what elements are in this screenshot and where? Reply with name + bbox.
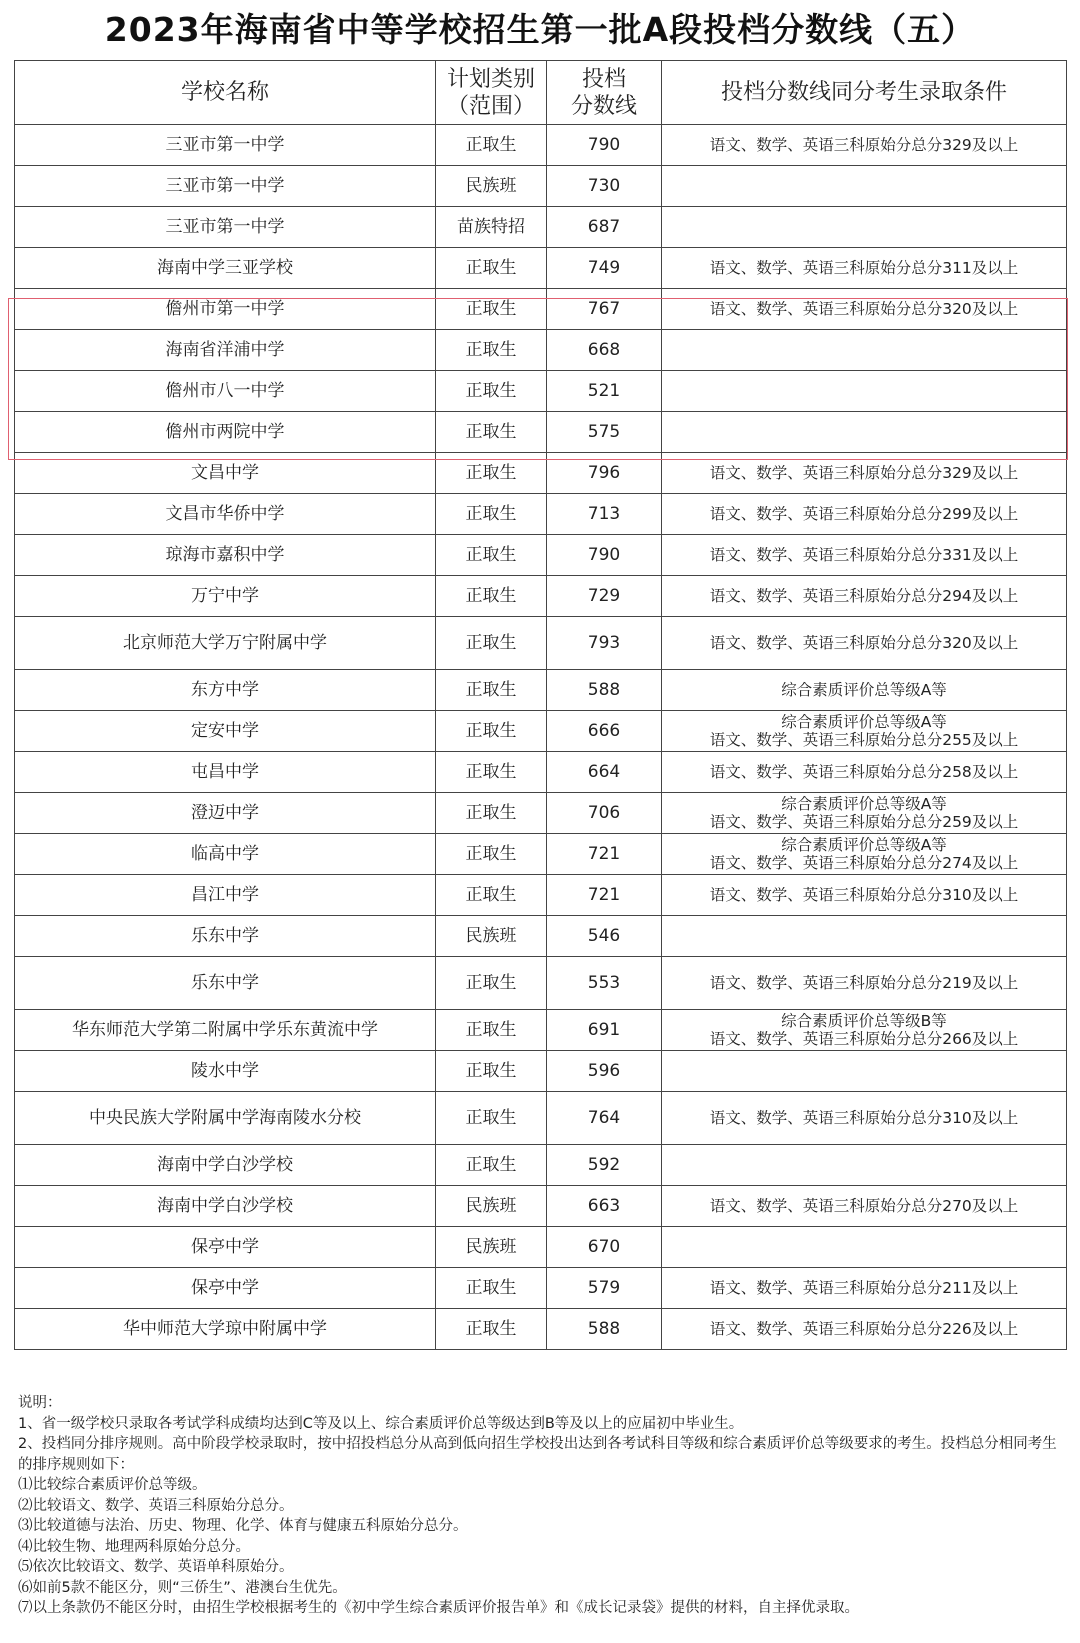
plan-category-cell: 正取生 xyxy=(436,371,547,412)
condition-line: 语文、数学、英语三科原始分总分211及以上 xyxy=(709,1279,1019,1297)
condition-line: 语文、数学、英语三科原始分总分255及以上 xyxy=(709,731,1019,749)
score-cell: 721 xyxy=(547,834,662,875)
score-cell: 588 xyxy=(547,1309,662,1350)
condition-cell xyxy=(662,834,1067,875)
plan-category-cell: 正取生 xyxy=(436,412,547,453)
table-row xyxy=(15,166,1067,207)
school-name-cell: 三亚市第一中学 xyxy=(15,207,436,248)
header-school: 学校名称 xyxy=(15,61,436,125)
note-line: ⑴比较综合素质评价总等级。 xyxy=(18,1477,207,1493)
condition-line: 语文、数学、英语三科原始分总分266及以上 xyxy=(709,1030,1019,1048)
condition-cell xyxy=(662,670,1067,711)
condition-cell xyxy=(662,125,1067,166)
header-plan-line2: （范围） xyxy=(446,93,535,119)
condition-cell xyxy=(662,330,1067,371)
plan-category-cell: 民族班 xyxy=(436,1186,547,1227)
condition-cell xyxy=(662,617,1067,670)
condition-cell xyxy=(662,875,1067,916)
condition-cell xyxy=(662,289,1067,330)
school-name-cell: 陵水中学 xyxy=(15,1051,436,1092)
table-row xyxy=(15,1010,1067,1051)
table-row xyxy=(15,1268,1067,1309)
table-row xyxy=(15,289,1067,330)
plan-category-cell: 正取生 xyxy=(436,1051,547,1092)
condition-line: 语文、数学、英语三科原始分总分310及以上 xyxy=(709,886,1019,904)
score-cell: 749 xyxy=(547,248,662,289)
table-row xyxy=(15,494,1067,535)
school-name-cell: 海南中学白沙学校 xyxy=(15,1186,436,1227)
plan-category-cell: 正取生 xyxy=(436,1092,547,1145)
plan-category-cell: 正取生 xyxy=(436,1268,547,1309)
note-line: 1、省一级学校只录取各考试学科成绩均达到C等及以上、综合素质评价总等级达到B等及以上的应届初中毕业生。 xyxy=(18,1415,744,1432)
plan-category-cell: 正取生 xyxy=(436,494,547,535)
condition-cell xyxy=(662,752,1067,793)
condition-cell xyxy=(662,1227,1067,1268)
notes-heading: 说明： xyxy=(18,1395,62,1411)
table-row xyxy=(15,670,1067,711)
table-header-row xyxy=(15,61,1067,125)
condition-line: 综合素质评价总等级A等 xyxy=(781,681,947,699)
score-cell: 730 xyxy=(547,166,662,207)
score-cell: 596 xyxy=(547,1051,662,1092)
plan-category-cell: 正取生 xyxy=(436,875,547,916)
table-row xyxy=(15,576,1067,617)
table-row xyxy=(15,1227,1067,1268)
score-cell: 713 xyxy=(547,494,662,535)
condition-line: 语文、数学、英语三科原始分总分274及以上 xyxy=(709,854,1019,872)
score-cell: 588 xyxy=(547,670,662,711)
table-row xyxy=(15,371,1067,412)
condition-cell xyxy=(662,494,1067,535)
school-name-cell: 三亚市第一中学 xyxy=(15,125,436,166)
score-cell: 729 xyxy=(547,576,662,617)
condition-line: 语文、数学、英语三科原始分总分270及以上 xyxy=(709,1197,1019,1215)
condition-line: 语文、数学、英语三科原始分总分329及以上 xyxy=(709,464,1019,482)
plan-category-cell: 正取生 xyxy=(436,834,547,875)
school-name-cell: 保亭中学 xyxy=(15,1227,436,1268)
school-name-cell: 乐东中学 xyxy=(15,957,436,1010)
table-row xyxy=(15,412,1067,453)
condition-line: 语文、数学、英语三科原始分总分226及以上 xyxy=(709,1320,1019,1338)
score-cell: 592 xyxy=(547,1145,662,1186)
condition-line: 综合素质评价总等级A等 xyxy=(781,836,947,854)
condition-cell xyxy=(662,1268,1067,1309)
plan-category-cell: 正取生 xyxy=(436,1010,547,1051)
plan-category-cell: 正取生 xyxy=(436,957,547,1010)
note-line: ⑺以上条款仍不能区分时，由招生学校根据考生的《初中学生综合素质评价报告单》和《成长记录袋》提供的材料，自主择优录取。 xyxy=(18,1600,859,1616)
condition-line: 综合素质评价总等级A等 xyxy=(781,795,947,813)
school-name-cell: 东方中学 xyxy=(15,670,436,711)
school-name-cell: 华东师范大学第二附属中学乐东黄流中学 xyxy=(15,1010,436,1051)
condition-line: 语文、数学、英语三科原始分总分258及以上 xyxy=(709,763,1019,781)
table-row xyxy=(15,834,1067,875)
table-row xyxy=(15,125,1067,166)
plan-category-cell: 正取生 xyxy=(436,752,547,793)
condition-line: 语文、数学、英语三科原始分总分299及以上 xyxy=(709,505,1019,523)
condition-cell xyxy=(662,1092,1067,1145)
school-name-cell: 海南省洋浦中学 xyxy=(15,330,436,371)
score-cell: 790 xyxy=(547,125,662,166)
school-name-cell: 儋州市第一中学 xyxy=(15,289,436,330)
header-score xyxy=(547,61,662,125)
score-cell: 790 xyxy=(547,535,662,576)
plan-category-cell: 正取生 xyxy=(436,248,547,289)
score-cell: 687 xyxy=(547,207,662,248)
school-name-cell: 文昌市华侨中学 xyxy=(15,494,436,535)
school-name-cell: 乐东中学 xyxy=(15,916,436,957)
condition-line: 语文、数学、英语三科原始分总分311及以上 xyxy=(709,259,1019,277)
table-body xyxy=(15,125,1067,1350)
condition-cell xyxy=(662,1145,1067,1186)
header-plan-line1: 计划类别 xyxy=(446,66,535,92)
score-cell: 579 xyxy=(547,1268,662,1309)
school-name-cell: 澄迈中学 xyxy=(15,793,436,834)
school-name-cell: 华中师范大学琼中附属中学 xyxy=(15,1309,436,1350)
note-line: 2、投档同分排序规则。高中阶段学校录取时，按中招投档总分从高到低向招生学校投出达到各考试科目等级和综合素质评价总等级要求的考生。投档总分相同考生的排序规则如下： xyxy=(18,1436,1057,1473)
score-table xyxy=(14,60,1067,1350)
condition-line: 语文、数学、英语三科原始分总分320及以上 xyxy=(709,300,1019,318)
score-cell: 666 xyxy=(547,711,662,752)
school-name-cell: 儋州市八一中学 xyxy=(15,371,436,412)
score-cell: 764 xyxy=(547,1092,662,1145)
table-row xyxy=(15,711,1067,752)
plan-category-cell: 民族班 xyxy=(436,1227,547,1268)
score-cell: 546 xyxy=(547,916,662,957)
table-row xyxy=(15,793,1067,834)
condition-line: 综合素质评价总等级A等 xyxy=(781,713,947,731)
condition-line: 语文、数学、英语三科原始分总分331及以上 xyxy=(709,546,1019,564)
header-condition: 投档分数线同分考生录取条件 xyxy=(662,61,1067,125)
note-line: ⑵比较语文、数学、英语三科原始分总分。 xyxy=(18,1497,294,1514)
plan-category-cell: 正取生 xyxy=(436,125,547,166)
table-row xyxy=(15,535,1067,576)
score-cell: 670 xyxy=(547,1227,662,1268)
score-cell: 663 xyxy=(547,1186,662,1227)
school-name-cell: 北京师范大学万宁附属中学 xyxy=(15,617,436,670)
school-name-cell: 文昌中学 xyxy=(15,453,436,494)
header-plan xyxy=(436,61,547,125)
score-cell: 767 xyxy=(547,289,662,330)
condition-cell xyxy=(662,207,1067,248)
table-row xyxy=(15,875,1067,916)
condition-cell xyxy=(662,1309,1067,1350)
note-line: ⑶比较道德与法治、历史、物理、化学、体育与健康五科原始分总分。 xyxy=(18,1518,468,1534)
condition-cell xyxy=(662,1010,1067,1051)
condition-cell xyxy=(662,453,1067,494)
score-cell: 521 xyxy=(547,371,662,412)
school-name-cell: 定安中学 xyxy=(15,711,436,752)
notes xyxy=(18,1393,1068,1619)
score-cell: 706 xyxy=(547,793,662,834)
table-row xyxy=(15,752,1067,793)
condition-cell xyxy=(662,535,1067,576)
plan-category-cell: 正取生 xyxy=(436,535,547,576)
condition-cell xyxy=(662,248,1067,289)
plan-category-cell: 正取生 xyxy=(436,670,547,711)
table-row xyxy=(15,1051,1067,1092)
condition-line: 语文、数学、英语三科原始分总分320及以上 xyxy=(709,634,1019,652)
note-line: ⑸依次比较语文、数学、英语单科原始分。 xyxy=(18,1559,294,1575)
table-row xyxy=(15,916,1067,957)
condition-cell xyxy=(662,711,1067,752)
plan-category-cell: 民族班 xyxy=(436,916,547,957)
score-cell: 668 xyxy=(547,330,662,371)
school-name-cell: 儋州市两院中学 xyxy=(15,412,436,453)
plan-category-cell: 正取生 xyxy=(436,1309,547,1350)
school-name-cell: 屯昌中学 xyxy=(15,752,436,793)
school-name-cell: 海南中学三亚学校 xyxy=(15,248,436,289)
condition-cell xyxy=(662,1186,1067,1227)
plan-category-cell: 正取生 xyxy=(436,289,547,330)
condition-line: 语文、数学、英语三科原始分总分310及以上 xyxy=(709,1109,1019,1127)
score-cell: 721 xyxy=(547,875,662,916)
condition-line: 语文、数学、英语三科原始分总分329及以上 xyxy=(709,136,1019,154)
condition-line: 语文、数学、英语三科原始分总分294及以上 xyxy=(709,587,1019,605)
score-cell: 664 xyxy=(547,752,662,793)
condition-cell xyxy=(662,371,1067,412)
condition-cell xyxy=(662,957,1067,1010)
school-name-cell: 保亭中学 xyxy=(15,1268,436,1309)
table-row xyxy=(15,207,1067,248)
table-row xyxy=(15,1309,1067,1350)
condition-line: 综合素质评价总等级B等 xyxy=(781,1012,947,1030)
table-row xyxy=(15,1145,1067,1186)
school-name-cell: 临高中学 xyxy=(15,834,436,875)
score-cell: 796 xyxy=(547,453,662,494)
plan-category-cell: 正取生 xyxy=(436,617,547,670)
table-row xyxy=(15,1186,1067,1227)
score-cell: 575 xyxy=(547,412,662,453)
table-row xyxy=(15,330,1067,371)
school-name-cell: 三亚市第一中学 xyxy=(15,166,436,207)
condition-cell xyxy=(662,793,1067,834)
condition-cell xyxy=(662,576,1067,617)
condition-cell xyxy=(662,412,1067,453)
note-line: ⑹如前5款不能区分，则“三侨生”、港澳台生优先。 xyxy=(18,1579,347,1596)
header-score-line1: 投档 xyxy=(581,66,626,92)
score-cell: 553 xyxy=(547,957,662,1010)
school-name-cell: 中央民族大学附属中学海南陵水分校 xyxy=(15,1092,436,1145)
table-row xyxy=(15,248,1067,289)
plan-category-cell: 正取生 xyxy=(436,453,547,494)
plan-category-cell: 正取生 xyxy=(436,1145,547,1186)
condition-line: 语文、数学、英语三科原始分总分259及以上 xyxy=(709,813,1019,831)
plan-category-cell: 苗族特招 xyxy=(436,207,547,248)
table-row xyxy=(15,957,1067,1010)
note-line: ⑷比较生物、地理两科原始分总分。 xyxy=(18,1538,250,1555)
plan-category-cell: 正取生 xyxy=(436,711,547,752)
plan-category-cell: 正取生 xyxy=(436,330,547,371)
condition-cell xyxy=(662,166,1067,207)
school-name-cell: 昌江中学 xyxy=(15,875,436,916)
header-score-line2: 分数线 xyxy=(570,93,637,119)
table-row xyxy=(15,617,1067,670)
score-cell: 691 xyxy=(547,1010,662,1051)
table-row xyxy=(15,453,1067,494)
score-cell: 793 xyxy=(547,617,662,670)
page-title: 2023年海南省中等学校招生第一批A段投档分数线（五） xyxy=(104,10,976,49)
plan-category-cell: 正取生 xyxy=(436,793,547,834)
school-name-cell: 琼海市嘉积中学 xyxy=(15,535,436,576)
condition-line: 语文、数学、英语三科原始分总分219及以上 xyxy=(709,974,1019,992)
table-row xyxy=(15,1092,1067,1145)
plan-category-cell: 民族班 xyxy=(436,166,547,207)
plan-category-cell: 正取生 xyxy=(436,576,547,617)
condition-cell xyxy=(662,1051,1067,1092)
school-name-cell: 海南中学白沙学校 xyxy=(15,1145,436,1186)
condition-cell xyxy=(662,916,1067,957)
school-name-cell: 万宁中学 xyxy=(15,576,436,617)
